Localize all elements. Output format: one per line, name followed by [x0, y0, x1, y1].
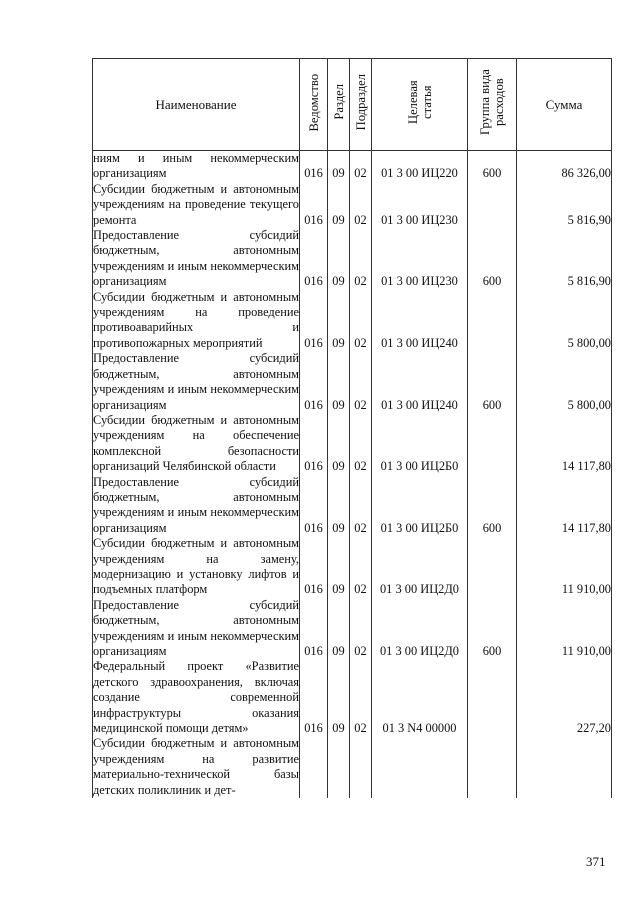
row-subsection: 02 [350, 475, 372, 537]
table-row [93, 290, 612, 352]
row-target: 01 3 00 ИЦ2Б0 [372, 413, 468, 475]
row-target: 01 3 00 ИЦ230 [372, 228, 468, 290]
row-subsection: 02 [350, 182, 372, 228]
row-name: Субсидии бюджетным и автономным учреждениям на обеспечение комплексной безопасности организаций Челябинской области [93, 412, 299, 474]
row-target: 01 3 N4 00000 [372, 659, 468, 736]
table-header-row [93, 59, 612, 151]
row-section: 09 [328, 598, 350, 660]
page-number: 371 [586, 854, 606, 869]
row-name: Субсидии бюджетным и автономным учреждениям на развитие материально-технической базы детских поликлиник и дет- [93, 736, 299, 797]
row-section: 09 [328, 351, 350, 413]
row-subsection: 02 [350, 151, 372, 182]
row-dept: 016 [300, 659, 328, 736]
row-sum: 5 800,00 [517, 351, 612, 413]
row-target: 01 3 00 ИЦ2Д0 [372, 598, 468, 660]
row-group [468, 536, 517, 598]
row-group: 600 [468, 351, 517, 413]
budget-table [92, 58, 612, 798]
row-sum: 86 326,00 [517, 151, 612, 182]
row-name: Предоставление субсидий бюджетным, автономным учреждениям и иным некоммерческим организациям [93, 474, 299, 535]
row-name: Субсидии бюджетным и автономным учреждениям на замену, модернизацию и установку лифтов и подъемных платформ [93, 536, 299, 597]
row-sum: 14 117,80 [517, 413, 612, 475]
header-section: Раздел [328, 59, 350, 151]
row-dept: 016 [300, 290, 328, 352]
row-section: 09 [328, 536, 350, 598]
header-subsection: Подраздел [350, 59, 372, 151]
table-row [93, 736, 612, 798]
row-target [372, 736, 468, 798]
row-group [468, 290, 517, 352]
row-group [468, 182, 517, 228]
row-name: Предоставление субсидий бюджетным, автономным учреждениям и иным некоммерческим организациям [93, 597, 299, 658]
row-dept: 016 [300, 182, 328, 228]
row-section: 09 [328, 659, 350, 736]
row-target: 01 3 00 ИЦ2Д0 [372, 536, 468, 598]
row-sum: 14 117,80 [517, 475, 612, 537]
table-row [93, 351, 612, 413]
header-sum: Сумма [517, 59, 612, 151]
row-subsection: 02 [350, 413, 372, 475]
row-sum: 11 910,00 [517, 536, 612, 598]
row-target: 01 3 00 ИЦ240 [372, 290, 468, 352]
row-target: 01 3 00 ИЦ220 [372, 151, 468, 182]
row-group: 600 [468, 151, 517, 182]
row-group [468, 736, 517, 798]
row-group [468, 413, 517, 475]
row-section: 09 [328, 151, 350, 182]
row-dept: 016 [300, 228, 328, 290]
header-dept: Ведомство [300, 59, 328, 151]
row-sum: 227,20 [517, 659, 612, 736]
row-name: Федеральный проект «Развитие детского здравоохранения, включая создание современной инфраструктуры оказания медицинской помощи детям» [93, 659, 299, 736]
header-target: Целевая статья [372, 59, 468, 151]
row-target: 01 3 00 ИЦ230 [372, 182, 468, 228]
row-target: 01 3 00 ИЦ2Б0 [372, 475, 468, 537]
table-row [93, 413, 612, 475]
row-dept: 016 [300, 151, 328, 182]
row-group: 600 [468, 598, 517, 660]
row-target: 01 3 00 ИЦ240 [372, 351, 468, 413]
row-name: Предоставление субсидий бюджетным, автономным учреждениям и иным некоммерческим организациям [93, 351, 299, 412]
row-subsection: 02 [350, 351, 372, 413]
header-expense-group: Группа вида расходов [468, 59, 517, 151]
row-subsection: 02 [350, 290, 372, 352]
row-subsection: 02 [350, 598, 372, 660]
row-group [468, 659, 517, 736]
row-dept: 016 [300, 475, 328, 537]
row-sum: 5 816,90 [517, 228, 612, 290]
row-section [328, 736, 350, 798]
row-dept [300, 736, 328, 798]
row-dept: 016 [300, 598, 328, 660]
table-row [93, 659, 612, 736]
row-dept: 016 [300, 351, 328, 413]
row-subsection: 02 [350, 228, 372, 290]
row-section: 09 [328, 182, 350, 228]
row-subsection [350, 736, 372, 798]
row-section: 09 [328, 228, 350, 290]
row-sum: 5 816,90 [517, 182, 612, 228]
table-row [93, 228, 612, 290]
row-sum [517, 736, 612, 798]
row-section: 09 [328, 290, 350, 352]
row-name: Субсидии бюджетным и автономным учреждениям на проведение противоаварийных и противопожарных мероприятий [93, 289, 299, 350]
row-subsection: 02 [350, 536, 372, 598]
table-row [93, 182, 612, 228]
row-sum: 11 910,00 [517, 598, 612, 660]
row-section: 09 [328, 413, 350, 475]
table-row [93, 475, 612, 537]
row-dept: 016 [300, 536, 328, 598]
row-name: Предоставление субсидий бюджетным, автономным учреждениям и иным некоммерческим организациям [93, 228, 299, 289]
header-name: Наименование [93, 59, 300, 151]
row-dept: 016 [300, 413, 328, 475]
row-sum: 5 800,00 [517, 290, 612, 352]
row-subsection: 02 [350, 659, 372, 736]
row-name: Субсидии бюджетным и автономным учреждениям на проведение текущего ремонта [93, 181, 299, 227]
table-row [93, 536, 612, 598]
row-section: 09 [328, 475, 350, 537]
row-group: 600 [468, 228, 517, 290]
table-row [93, 151, 612, 182]
row-name: ниям и иным некоммерческим организациям [93, 151, 299, 181]
row-group: 600 [468, 475, 517, 537]
table-row [93, 598, 612, 660]
